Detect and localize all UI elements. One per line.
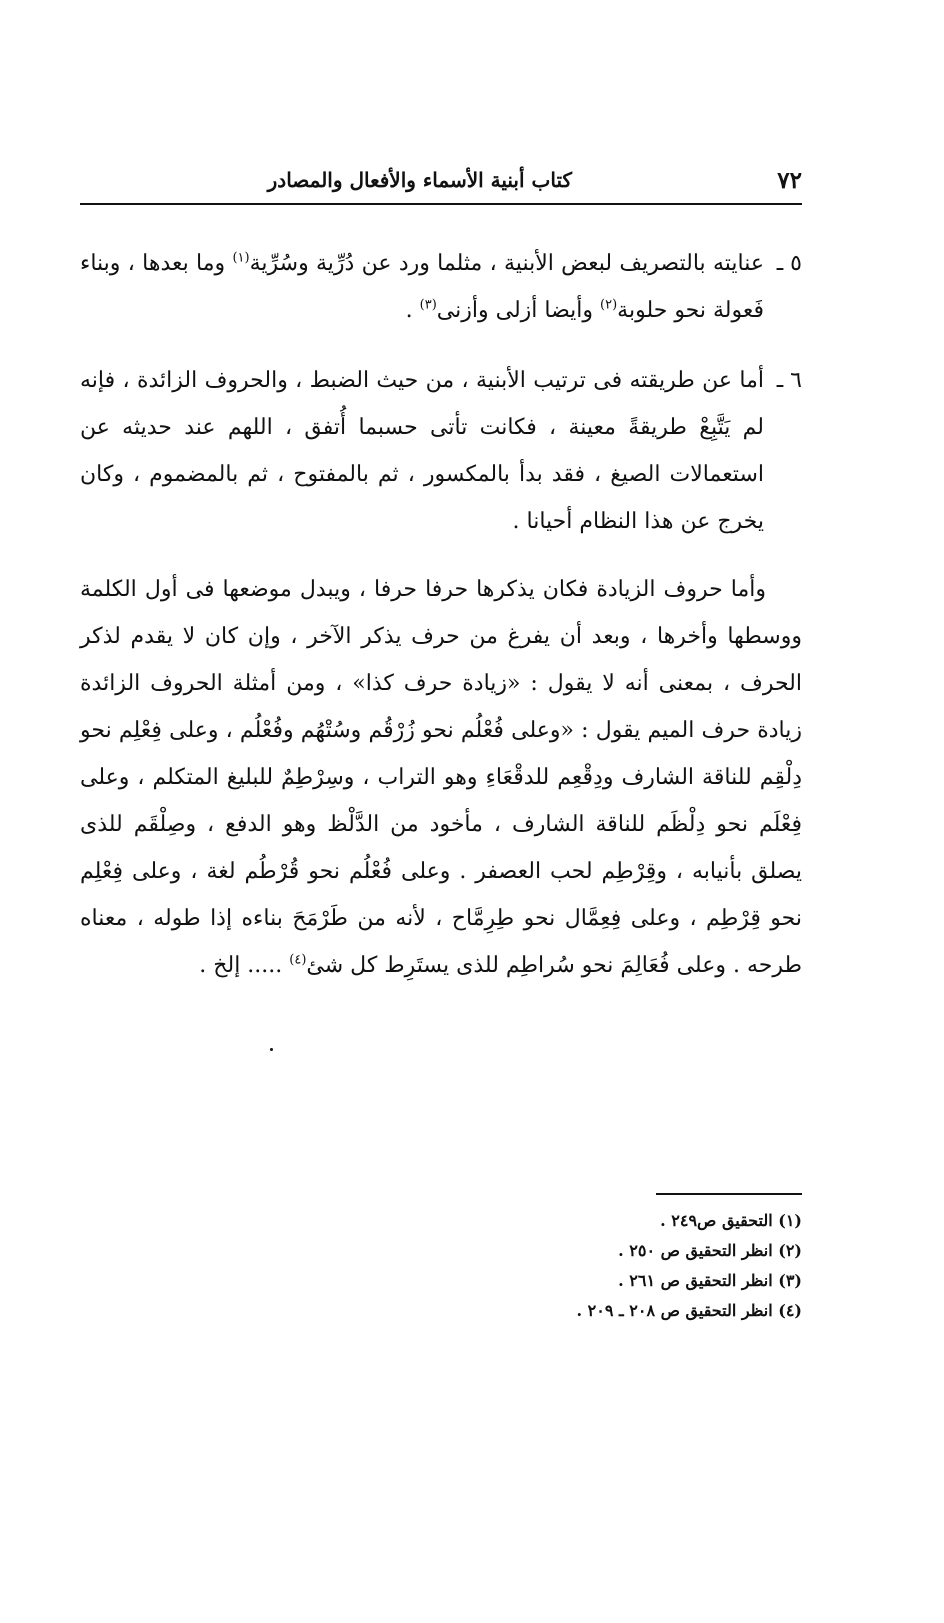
footnote-4: (٤) انظر التحقيق ص ٢٠٨ ـ ٢٠٩ . [576, 1301, 802, 1320]
item-text [80, 240, 764, 334]
footnote-ref-4: (٤) [289, 952, 307, 968]
paragraph-text-part: ..... إلخ . [199, 953, 290, 978]
footnote-ref-3: (٣) [419, 297, 437, 313]
footnote-3: (٣) انظر التحقيق ص ٢٦١ . [618, 1271, 802, 1290]
footnote-1: (١) التحقيق ص٢٤٩ . [660, 1211, 802, 1230]
item-text-part: وأيضا أزلى وأزنى [436, 298, 601, 323]
item-text: أما عن طريقته فى ترتيب الأبنية ، من حيث الضبط ، والحروف الزائدة ، فإنه لم يَتَّبِعْ طريقةً معينة ، فكانت تأتى حسبما أُتفق ، اللهم عند حديثه عن استعمالات الصيغ ، فقد بدأ بالمكسور ، ثم بالمفتوح ، ثم بالمضموم ، وكان يخرج عن هذا النظام أحيانا . [80, 368, 764, 534]
page-number: ٧٢ [777, 167, 802, 194]
footnotes [400, 1206, 802, 1326]
list-item-5 [80, 240, 802, 334]
paragraph-text-part: وأما حروف الزيادة فكان يذكرها حرفا حرفا ، ويبدل موضعها فى أول الكلمة ووسطها وأخرها ، وبعد أن يفرغ من حرف يذكر الآخر ، وإن كان لا يقدم لذكر الحرف ، بمعنى أنه لا يقول : «زيادة حرف كذا» ، ومن أمثلة الحروف الزائدة زيادة حرف الميم يقول : «وعلى فُعْلُم نحو زُرْقُم وسُتْهُم وفُعْلُم ، وعلى فِعْلِم نحو دِلْقِم للناقة الشارف ودِقْعِم للدقْعَاءِ وهو التراب ، وسِرْطِمٌ للبليغ المتكلم ، وعلى فِعْلَم نحو دِلْظَم للناقة الشارف ، مأخود من الدَّلْظ وهو الدفع ، وصِلْقَم للذى يصلق بأنيابه ، وقِرْطِم لحب العصفر . وعلى فُعْلُم نحو قُرْطُم لغة ، وعلى فِعْلِم نحو قِرْطِم ، وعلى فِعِمَّال نحو طِرِمَّاح ، لأنه من طَرْمَحَ بناءه إذا طوله ، معناه طرحه . وعلى فُعَالِمَ نحو سُراطِم للذى يستَرِط كل شئ [80, 577, 802, 978]
body-paragraph [80, 566, 802, 989]
item-number: ٦ ـ [776, 368, 802, 393]
stray-mark [270, 1048, 273, 1051]
footnote-2: (٢) انظر التحقيق ص ٢٥٠ . [618, 1241, 802, 1260]
running-title: كتاب أبنية الأسماء والأفعال والمصادر [267, 168, 572, 192]
footnote-ref-1: (١) [232, 250, 250, 266]
footnote-rule [656, 1193, 802, 1195]
item-text-part: عنايته بالتصريف لبعض الأبنية ، مثلما ورد عن دُرِّية وسُرِّية [249, 251, 764, 276]
header-rule [80, 203, 802, 205]
paragraph-text [80, 566, 802, 989]
page-header [80, 163, 802, 199]
list-item-6 [80, 357, 802, 545]
item-text-part: وما بعدها ، وبناء فَعولة نحو حلوبة [80, 251, 764, 323]
item-number: ٥ ـ [776, 251, 802, 276]
footnote-ref-2: (٢) [600, 297, 618, 313]
item-text-part: . [405, 298, 420, 323]
